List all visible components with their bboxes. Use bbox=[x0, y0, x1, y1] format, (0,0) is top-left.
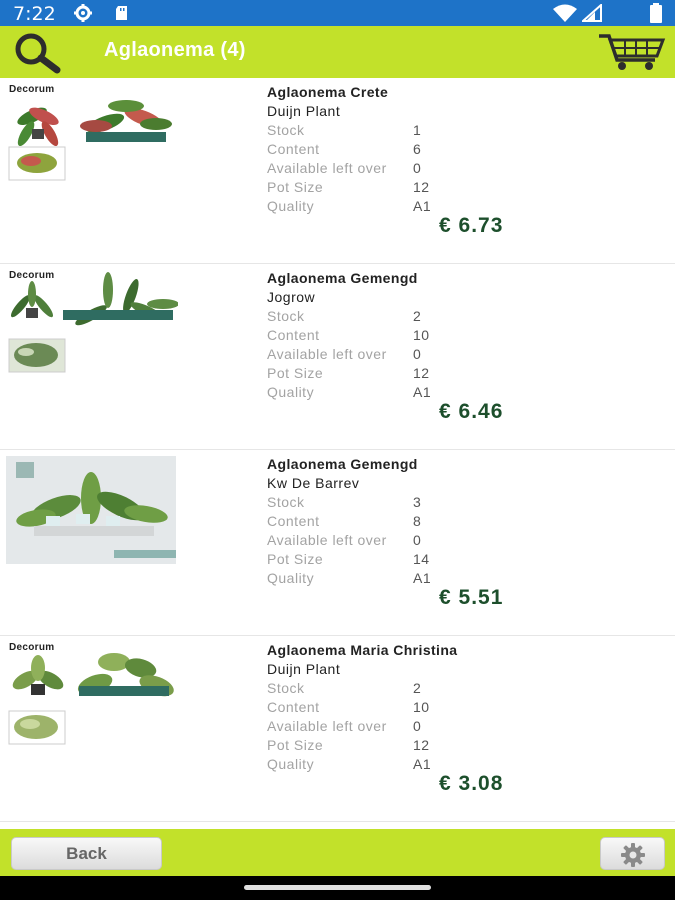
quality-label: Quality bbox=[267, 384, 315, 400]
content-label: Content bbox=[267, 699, 320, 715]
available-value: 0 bbox=[413, 532, 422, 548]
product-list[interactable] bbox=[0, 78, 675, 826]
settings-button[interactable] bbox=[600, 837, 665, 870]
sd-card-icon bbox=[114, 5, 130, 21]
quality-value: A1 bbox=[413, 384, 432, 400]
product-image bbox=[6, 84, 178, 194]
product-image bbox=[6, 456, 178, 566]
pot-size-label: Pot Size bbox=[267, 365, 324, 381]
stock-label: Stock bbox=[267, 122, 305, 138]
pot-size-label: Pot Size bbox=[267, 179, 324, 195]
signal-icon bbox=[582, 4, 602, 22]
content-label: Content bbox=[267, 327, 320, 343]
pot-size-value: 12 bbox=[413, 365, 430, 381]
stock-label: Stock bbox=[267, 308, 305, 324]
status-bar bbox=[0, 0, 675, 26]
page-title: Aglaonema (4) bbox=[104, 39, 246, 61]
quality-label: Quality bbox=[267, 570, 315, 586]
brand-logo: Decorum bbox=[9, 270, 55, 281]
plant-photo bbox=[6, 84, 178, 194]
battery-icon bbox=[650, 3, 662, 23]
content-label: Content bbox=[267, 141, 320, 157]
product-list-item[interactable] bbox=[0, 450, 675, 636]
stock-value: 3 bbox=[413, 494, 422, 510]
stock-value: 2 bbox=[413, 680, 422, 696]
product-list-item[interactable] bbox=[0, 264, 675, 450]
grower-name: Jogrow bbox=[267, 289, 316, 305]
app-header bbox=[0, 26, 675, 78]
available-value: 0 bbox=[413, 718, 422, 734]
pot-size-label: Pot Size bbox=[267, 551, 324, 567]
gear-icon bbox=[621, 843, 645, 867]
product-list-item[interactable] bbox=[0, 78, 675, 264]
stock-value: 1 bbox=[413, 122, 422, 138]
brand-logo: Decorum bbox=[9, 84, 55, 95]
available-label: Available left over bbox=[267, 160, 387, 176]
grower-name: Duijn Plant bbox=[267, 103, 341, 119]
quality-value: A1 bbox=[413, 198, 432, 214]
stock-value: 2 bbox=[413, 308, 422, 324]
quality-value: A1 bbox=[413, 756, 432, 772]
product-name: Aglaonema Gemengd bbox=[267, 270, 418, 286]
available-value: 0 bbox=[413, 160, 422, 176]
product-name: Aglaonema Gemengd bbox=[267, 456, 418, 472]
stock-label: Stock bbox=[267, 680, 305, 696]
stock-label: Stock bbox=[267, 494, 305, 510]
system-nav-bar bbox=[0, 876, 675, 900]
available-value: 0 bbox=[413, 346, 422, 362]
pot-size-value: 12 bbox=[413, 737, 430, 753]
available-label: Available left over bbox=[267, 718, 387, 734]
available-label: Available left over bbox=[267, 532, 387, 548]
gear-icon bbox=[73, 4, 93, 22]
brand-logo: Decorum bbox=[9, 642, 55, 653]
plant-photo bbox=[6, 270, 178, 380]
quality-label: Quality bbox=[267, 756, 315, 772]
plant-photo bbox=[6, 456, 178, 566]
available-label: Available left over bbox=[267, 346, 387, 362]
search-icon[interactable] bbox=[10, 32, 76, 74]
product-price: € 6.46 bbox=[439, 400, 504, 423]
grower-name: Kw De Barrev bbox=[267, 475, 360, 491]
content-label: Content bbox=[267, 513, 320, 529]
pot-size-label: Pot Size bbox=[267, 737, 324, 753]
product-name: Aglaonema Crete bbox=[267, 84, 389, 100]
home-gesture-handle[interactable] bbox=[244, 885, 431, 890]
wifi-icon bbox=[553, 4, 577, 22]
quality-label: Quality bbox=[267, 198, 315, 214]
product-price: € 5.51 bbox=[439, 586, 504, 609]
pot-size-value: 14 bbox=[413, 551, 430, 567]
product-price: € 3.08 bbox=[439, 772, 504, 795]
product-image bbox=[6, 270, 178, 380]
product-price: € 6.73 bbox=[439, 214, 504, 237]
plant-photo bbox=[6, 642, 178, 752]
content-value: 10 bbox=[413, 327, 430, 343]
back-button[interactable]: Back bbox=[11, 837, 162, 870]
grower-name: Duijn Plant bbox=[267, 661, 341, 677]
content-value: 8 bbox=[413, 513, 422, 529]
product-list-item[interactable] bbox=[0, 636, 675, 822]
quality-value: A1 bbox=[413, 570, 432, 586]
content-value: 10 bbox=[413, 699, 430, 715]
product-name: Aglaonema Maria Christina bbox=[267, 642, 458, 658]
content-value: 6 bbox=[413, 141, 422, 157]
product-image bbox=[6, 642, 178, 752]
status-time: 7:22 bbox=[13, 3, 56, 25]
cart-icon[interactable] bbox=[597, 32, 667, 72]
pot-size-value: 12 bbox=[413, 179, 430, 195]
bottom-toolbar bbox=[0, 829, 675, 876]
